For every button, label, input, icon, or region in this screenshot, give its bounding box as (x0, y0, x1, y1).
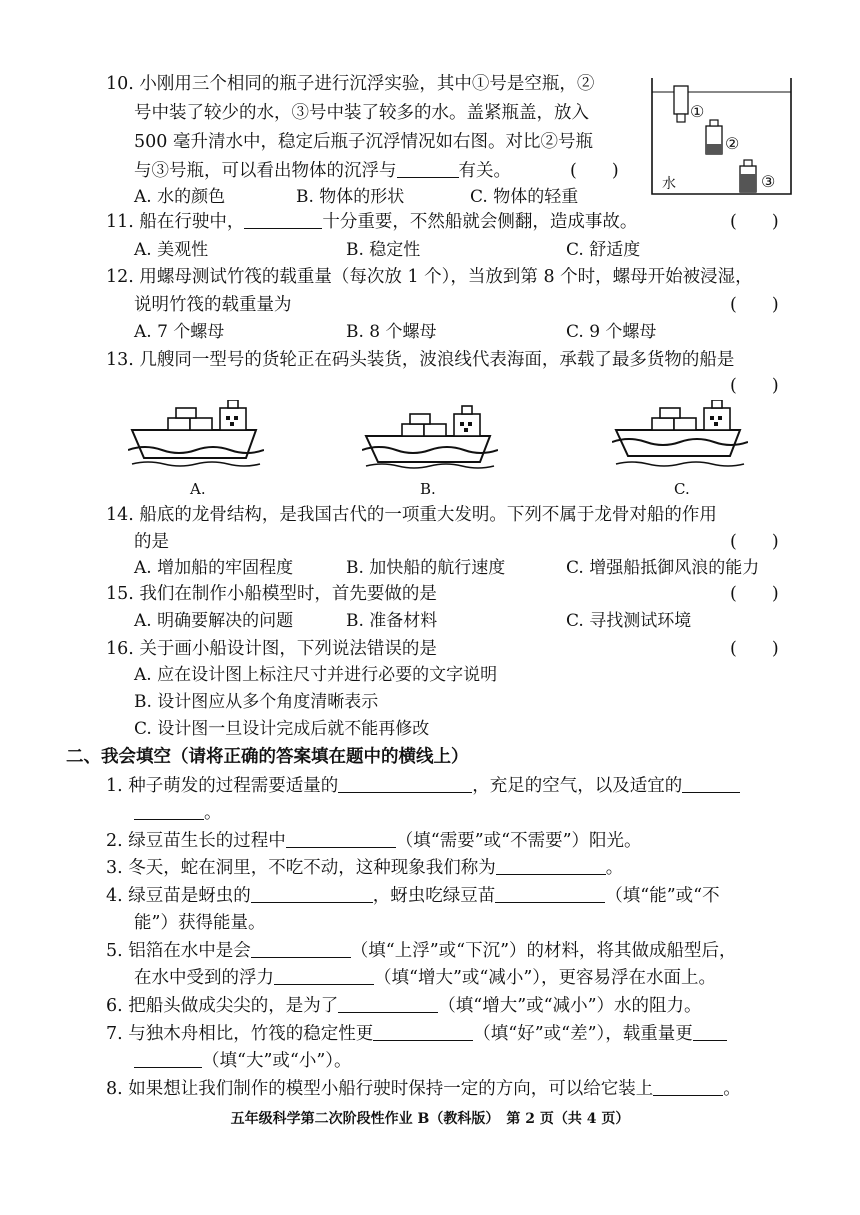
q10-option-c: C. 物体的轻重 (470, 187, 579, 207)
q15-option-a: A. 明确要解决的问题 (134, 611, 294, 631)
q10-line1: 10. 小刚用三个相同的瓶子进行沉浮实验，其中①号是空瓶，② (106, 74, 595, 94)
fill-5-blank-2[interactable] (274, 966, 374, 985)
fill-7-text-a: 7. 与独木舟相比，竹筏的稳定性更 (106, 1024, 374, 1044)
q10-line2: 号中装了较少的水，③号中装了较多的水。盖紧瓶盖，放入 (134, 103, 589, 123)
ship-c-figure[interactable] (612, 400, 748, 472)
fill-5-text-b: （填“上浮”或“下沉”）的材料，将其做成船型后， (350, 941, 737, 961)
q11-stem (106, 210, 637, 234)
q16-option-b: B. 设计图应从多个角度清晰表示 (134, 692, 379, 712)
fig-label-1: ① (690, 102, 705, 121)
fill-8 (106, 1077, 741, 1101)
q16-option-c: C. 设计图一旦设计完成后就不能再修改 (134, 719, 430, 739)
fill-2-text-b: （填“需要”或“不需要”）阳光。 (395, 831, 642, 851)
q10-answer-blank[interactable] (397, 159, 459, 178)
fill-6-blank[interactable] (338, 994, 438, 1013)
q11-text-a: 11. 船在行驶中， (106, 212, 245, 232)
fill-5 (106, 939, 737, 963)
fill-5-text-d: （填“增大”或“减小”），更容易浮在水面上。 (374, 968, 717, 988)
fill-7-blank-2a[interactable] (693, 1022, 727, 1041)
fig-label-2: ② (725, 134, 740, 153)
fill-1-text-b: ，充足的空气，以及适宜的 (472, 776, 683, 796)
fill-5-blank-1[interactable] (251, 939, 351, 958)
q12-answer-paren[interactable]: ( ) (730, 295, 779, 315)
fill-6-text-b: （填“增大”或“减小”）水的阻力。 (438, 996, 702, 1016)
q15-line1: 15. 我们在制作小船模型时，首先要做的是 (106, 584, 437, 604)
q16-option-a: A. 应在设计图上标注尺寸并进行必要的文字说明 (134, 665, 498, 685)
page-footer: 五年级科学第二次阶段性作业 B（教科版） 第 2 页（共 4 页） (230, 1111, 630, 1127)
ship-c-label: C. (674, 480, 690, 498)
q15-option-c: C. 寻找测试环境 (566, 611, 692, 631)
q12-line2: 说明竹筏的载重量为 (134, 295, 292, 315)
q14-option-b: B. 加快船的航行速度 (346, 558, 506, 578)
fill-8-blank[interactable] (653, 1077, 723, 1096)
q12-line1: 12. 用螺母测试竹筏的载重量（每次放 1 个），当放到第 8 个时，螺母开始被浸湿， (106, 267, 753, 287)
ship-a-label: A. (190, 480, 206, 498)
fill-7-text-c: （填“大”或“小”）。 (202, 1051, 352, 1071)
fill-4-text-a: 4. 绿豆苗是蚜虫的 (106, 886, 251, 906)
fill-7-blank-1[interactable] (373, 1022, 473, 1041)
fill-3 (106, 856, 623, 880)
fill-4-text-b: ，蚜虫吃绿豆苗 (372, 886, 496, 906)
q12-option-b: B. 8 个螺母 (346, 322, 437, 342)
q14-answer-paren[interactable]: ( ) (730, 532, 779, 552)
fill-6 (106, 994, 702, 1018)
q15-answer-paren[interactable]: ( ) (730, 584, 779, 604)
fill-8-text-a: 8. 如果想让我们制作的模型小船行驶时保持一定的方向，可以给它装上 (106, 1079, 654, 1099)
q10-line4 (134, 159, 511, 183)
q14-option-a: A. 增加船的牢固程度 (134, 558, 294, 578)
fill-2-blank[interactable] (286, 829, 396, 848)
fill-6-text-a: 6. 把船头做成尖尖的，是为了 (106, 996, 339, 1016)
fill-5-text-a: 5. 铝箔在水中是会 (106, 941, 251, 961)
q10-option-b: B. 物体的形状 (296, 187, 405, 207)
fig-water-label: 水 (662, 176, 676, 192)
q11-option-a: A. 美观性 (134, 240, 209, 260)
fill-4-blank-1[interactable] (251, 884, 373, 903)
q14-line2: 的是 (134, 532, 169, 552)
q12-option-c: C. 9 个螺母 (566, 322, 657, 342)
q11-text-b: 十分重要，不然船就会侧翻，造成事故。 (322, 212, 638, 232)
fill-1 (106, 774, 740, 798)
fill-7-cont (134, 1049, 352, 1073)
q10-line4-text: 与③号瓶，可以看出物体的沉浮与 (134, 161, 397, 181)
q10-line4-end: 有关。 (458, 161, 511, 181)
fill-4-text-c: （填“能”或“不 (605, 886, 720, 906)
fill-1-blank-1[interactable] (338, 774, 472, 793)
q12-option-a: A. 7 个螺母 (134, 322, 225, 342)
q13-line1: 13. 几艘同一型号的货轮正在码头装货，波浪线代表海面，承载了最多货物的船是 (106, 350, 735, 370)
fill-2-text-a: 2. 绿豆苗生长的过程中 (106, 831, 286, 851)
fill-1-text-c: 。 (204, 803, 222, 823)
fill-1-blank-2a[interactable] (682, 774, 740, 793)
fill-4-text-d: 能”）获得能量。 (134, 913, 266, 933)
fill-5-text-c: 在水中受到的浮力 (134, 968, 274, 988)
q11-answer-blank[interactable] (244, 210, 322, 229)
section-2-title: 二、我会填空（请将正确的答案填在题中的横线上） (66, 747, 469, 767)
fill-3-text-a: 3. 冬天，蛇在洞里，不吃不动，这种现象我们称为 (106, 858, 496, 878)
q11-option-b: B. 稳定性 (346, 240, 421, 260)
q14-option-c: C. 增强船抵御风浪的能力 (566, 558, 760, 578)
fill-7-blank-2b[interactable] (134, 1049, 202, 1068)
fill-4-blank-2[interactable] (495, 884, 605, 903)
q13-answer-paren[interactable]: ( ) (730, 376, 779, 396)
q16-answer-paren[interactable]: ( ) (730, 639, 779, 659)
q10-answer-paren[interactable]: ( ) (570, 161, 619, 181)
q16-line1: 16. 关于画小船设计图，下列说法错误的是 (106, 639, 437, 659)
fill-1-blank-2b[interactable] (134, 801, 204, 820)
fill-8-text-b: 。 (723, 1079, 741, 1099)
fill-3-blank[interactable] (496, 856, 606, 875)
fig-label-3: ③ (761, 172, 776, 191)
fill-4 (106, 884, 720, 908)
ship-b-label: B. (420, 480, 436, 498)
fill-1-text-a: 1. 种子萌发的过程需要适量的 (106, 776, 339, 796)
fill-5-cont (134, 966, 716, 990)
fill-1-cont (134, 801, 222, 825)
q11-option-c: C. 舒适度 (566, 240, 641, 260)
q10-option-a: A. 水的颜色 (134, 187, 226, 207)
fill-2 (106, 829, 642, 853)
ship-b-figure[interactable] (362, 400, 498, 472)
ship-a-figure[interactable] (128, 400, 264, 472)
fill-7 (106, 1022, 727, 1046)
q15-option-b: B. 准备材料 (346, 611, 438, 631)
q10-line3: 500 毫升清水中，稳定后瓶子沉浮情况如右图。对比②号瓶 (134, 132, 593, 152)
q11-answer-paren[interactable]: ( ) (730, 212, 779, 232)
fill-7-text-b: （填“好”或“差”），载重量更 (473, 1024, 693, 1044)
q14-line1: 14. 船底的龙骨结构，是我国古代的一项重大发明。下列不属于龙骨对船的作用 (106, 505, 717, 525)
fill-3-text-b: 。 (605, 858, 624, 878)
